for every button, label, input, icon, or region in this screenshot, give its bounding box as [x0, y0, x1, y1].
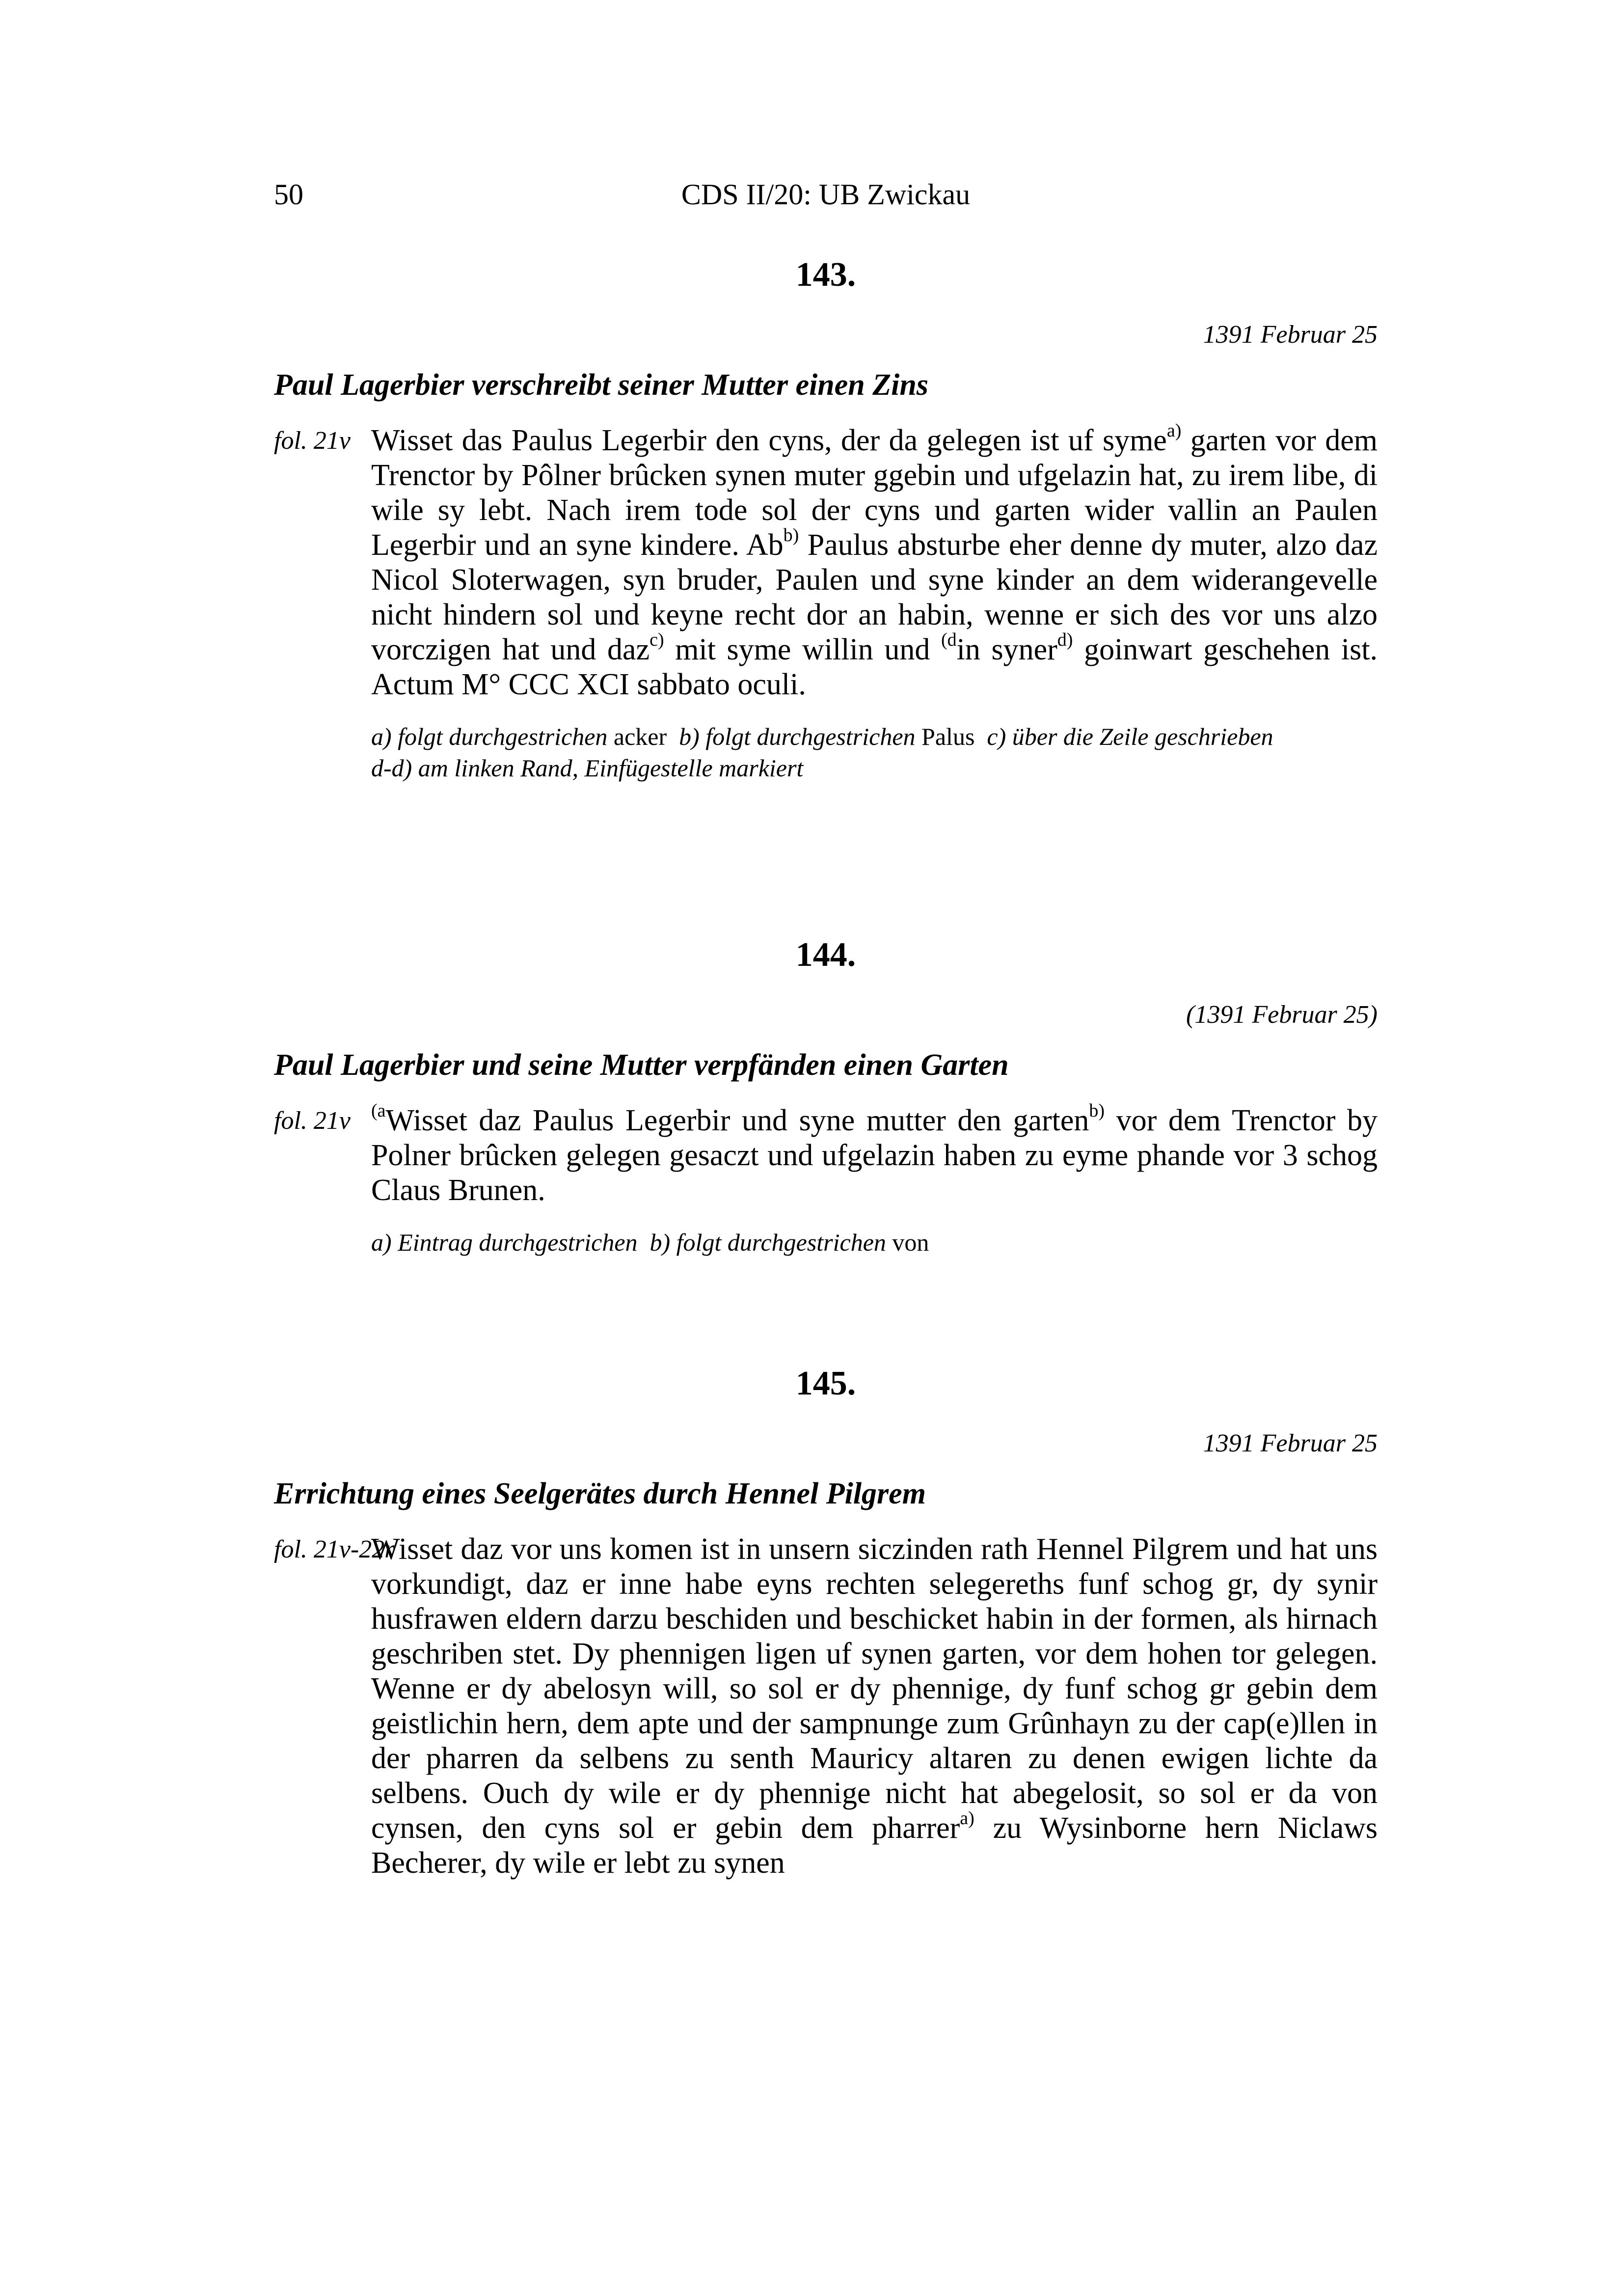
- footnote-mark: d): [1057, 629, 1073, 651]
- entry-heading: Paul Lagerbier verschreibt seiner Mutter einen Zins: [274, 368, 928, 402]
- running-head: [274, 178, 1378, 222]
- folio-reference: fol. 21v: [274, 1107, 351, 1135]
- entry-body: [274, 1100, 1378, 1208]
- note-label: c) über die Zeile geschrieben: [987, 723, 1273, 750]
- footnote-mark: c): [649, 629, 664, 651]
- text-segment: in syner: [956, 633, 1057, 666]
- entry-text: [371, 1100, 1378, 1208]
- note-label: b) folgt durchgestrichen: [649, 1229, 886, 1256]
- folio-reference: fol. 21v: [274, 427, 351, 455]
- page-number: 50: [274, 178, 303, 211]
- folio-reference: fol. 21v-22r: [274, 1535, 395, 1563]
- entry-144: [274, 935, 1378, 1258]
- text-segment: garten vor dem Trenctor by Pôlner brûcken synen muter ggebin und ufgelazin hat, zu irem libe, di wile sy lebt. Nach irem tode sol der cyns und garten wider vallin an Paulen Legerbir und an syne kindere. Ab: [371, 424, 1378, 562]
- entry-date: 1391 Februar 25: [1203, 1429, 1378, 1457]
- note-word: Palus: [921, 723, 975, 750]
- footnote-mark: a): [1166, 420, 1182, 441]
- entry-number: 143.: [795, 256, 856, 294]
- text-segment: mit syme willin und: [664, 633, 941, 666]
- text-segment: goinwart geschehen ist. Actum M° CCC XCI sabbato oculi.: [371, 633, 1378, 701]
- entry-text: [371, 420, 1378, 702]
- entry-143: [274, 255, 1378, 784]
- note-word: von: [892, 1229, 929, 1256]
- entry-number: 145.: [795, 1365, 856, 1402]
- note-label: b) folgt durchgestrichen: [679, 723, 916, 750]
- text-segment: Paulus absturbe eher denne dy muter, alzo daz Nicol Sloterwagen, syn bruder, Paulen und syne kinder an dem widerangevelle nicht hindern sol und keyne recht dor an habin, wenne er sich des vor uns alzo vorczigen hat und daz: [371, 528, 1378, 666]
- footnote-mark: (a: [371, 1100, 386, 1121]
- text-segment: Wisset das Paulus Legerbir den cyns, der da gelegen ist uf syme: [371, 424, 1167, 457]
- text-segment: Wisset daz Paulus Legerbir und syne mutter den garten: [385, 1104, 1089, 1137]
- entry-date: 1391 Februar 25: [1203, 321, 1378, 349]
- text-segment: zu Wysinborne hern Niclaws Becherer, dy wile er lebt zu synen: [371, 1811, 1378, 1880]
- note-label: a) Eintrag durchgestrichen: [371, 1229, 638, 1256]
- footnote-mark: (d: [941, 629, 957, 651]
- footnote-mark: b): [1089, 1100, 1105, 1121]
- entry-145: [274, 1364, 1378, 1881]
- note-word: acker: [613, 723, 667, 750]
- text-segment: Wisset daz vor uns komen ist in unsern siczinden rath Hennel Pilgrem und hat uns vorkundigt, daz er inne habe eyns rechten selegereths funf schog gr, dy synir husfrawen eldern darzu beschiden und beschicket habin in der formen, als hirnach geschriben stet. Dy phennigen ligen uf synen garten, vor dem hohen tor gelegen. Wenne er dy abelosyn will, so sol er dy phennige, dy funf schog gr gebin dem geistlichin hern, dem apte und der sampnunge zum Grûnhayn zu der cap(e)llen in der pharren da selbens zu senth Mauricy altaren zu denen ewigen lichte da selbens. Ouch dy wile er dy phennige nicht hat abegelosit, so sol er da von cynsen, den cyns sol er gebin dem pharrer: [371, 1532, 1378, 1845]
- entry-notes: [371, 1227, 1378, 1258]
- footnote-mark: a): [960, 1808, 974, 1829]
- footnote-mark: b): [783, 525, 799, 546]
- running-title: CDS II/20: UB Zwickau: [681, 178, 971, 211]
- entry-number: 144.: [795, 936, 856, 974]
- entry-body: [274, 1532, 1378, 1881]
- entry-heading: Paul Lagerbier und seine Mutter verpfänden einen Garten: [274, 1048, 1009, 1082]
- note-label: d-d) am linken Rand, Einfügestelle markiert: [371, 754, 804, 782]
- text-segment: vor dem Trenctor by Polner brûcken gelegen gesaczt und ufgelazin haben zu eyme phande vor 3 schog Claus Brunen.: [371, 1104, 1378, 1207]
- entry-notes: [371, 721, 1378, 784]
- entry-text: [371, 1532, 1378, 1881]
- note-label: a) folgt durchgestrichen: [371, 723, 608, 750]
- entry-heading: Errichtung eines Seelgerätes durch Hennel Pilgrem: [274, 1477, 926, 1510]
- entry-date: (1391 Februar 25): [1186, 1001, 1378, 1029]
- entry-body: [274, 420, 1378, 702]
